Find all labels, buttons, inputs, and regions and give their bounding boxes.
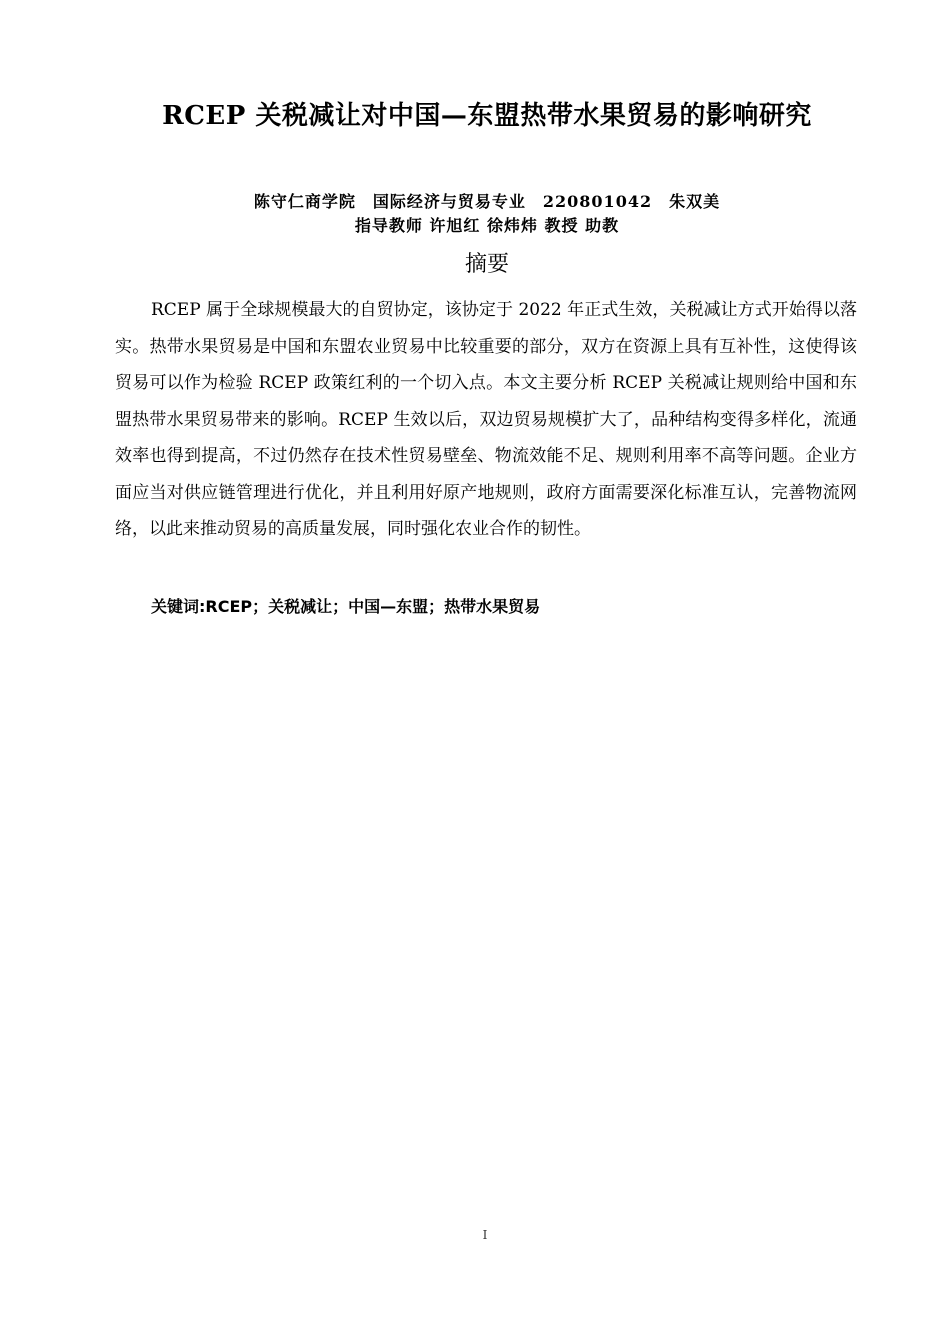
advisor-line: 指导教师 许旭红 徐炜炜 教授 助教: [354, 216, 620, 235]
abstract-heading: 摘要: [464, 252, 509, 277]
author-line: 陈守仁商学院 国际经济与贸易专业 220801042 朱双美: [253, 192, 721, 211]
page-number: I: [482, 1228, 488, 1242]
document-title: RCEP 关税减让对中国—东盟热带水果贸易的影响研究: [162, 101, 812, 131]
keywords-line: 关键词:RCEP；关税减让；中国—东盟；热带水果贸易: [151, 597, 541, 616]
abstract-paragraph: RCEP 属于全球规模最大的自贸协定，该协定于 2022 年正式生效，关税减让方式开始得以落实。热带水果贸易是中国和东盟农业贸易中比较重要的部分，双方在资源上具有互补性，这使得该贸易可以作为检验 RCEP 政策红利的一个切入点。本文主要分析 RCEP 关税减让规则给中国和东盟热带水果贸易带来的影响。RCEP 生效以后，双边贸易规模扩大了，品种结构变得多样化，流通效率也得到提高，不过仍然存在技术性贸易壁垒、物流效能不足、规则利用率不高等问题。企业方面应当对供应链管理进行优化，并且利用好原产地规则，政府方面需要深化标准互认，完善物流网络，以此来推动贸易的高质量发展，同时强化农业合作的韧性。: [115, 300, 857, 539]
